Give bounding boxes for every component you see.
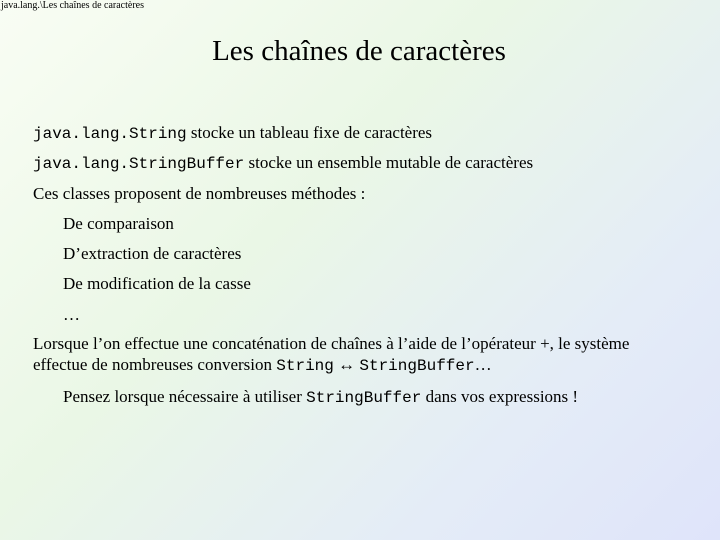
code-stringbuffer-tip: StringBuffer (306, 389, 422, 407)
code-string: java.lang.String (33, 125, 187, 143)
concat-paragraph-line1: Lorsque l’on effectue une concaténation de chaînes à l’aide de l’opérateur +, le système (33, 334, 630, 353)
code-string-inline: String (276, 357, 334, 375)
concat-paragraph-line2 (33, 354, 492, 377)
code-stringbuffer: java.lang.StringBuffer (33, 155, 245, 173)
stringbuffer-description (33, 152, 533, 175)
list-item: D’extraction de caractères (63, 244, 242, 263)
list-item: De modification de la casse (63, 274, 251, 293)
ellipsis: … (474, 355, 492, 374)
bidirectional-arrow-icon: ↔ (333, 355, 360, 374)
tip-text-start: Pensez lorsque nécessaire à utiliser (63, 387, 307, 406)
list-item: … (63, 305, 80, 324)
code-stringbuffer-inline: StringBuffer (359, 357, 475, 375)
stringbuffer-description-text: stocke un ensemble mutable de caractères (244, 153, 534, 172)
tip-text-end: dans vos expressions ! (421, 387, 579, 406)
string-description-text: stocke un tableau fixe de caractères (186, 123, 433, 142)
methods-intro: Ces classes proposent de nombreuses méthodes : (33, 184, 366, 203)
list-item: De comparaison (63, 214, 174, 233)
tip-line (63, 386, 578, 409)
page-title: Les chaînes de caractères (212, 35, 506, 67)
concat-paragraph-text: effectue de nombreuses conversion (33, 355, 277, 374)
breadcrumb: java.lang.\Les chaînes de caractères (1, 0, 144, 11)
string-description (33, 122, 432, 145)
